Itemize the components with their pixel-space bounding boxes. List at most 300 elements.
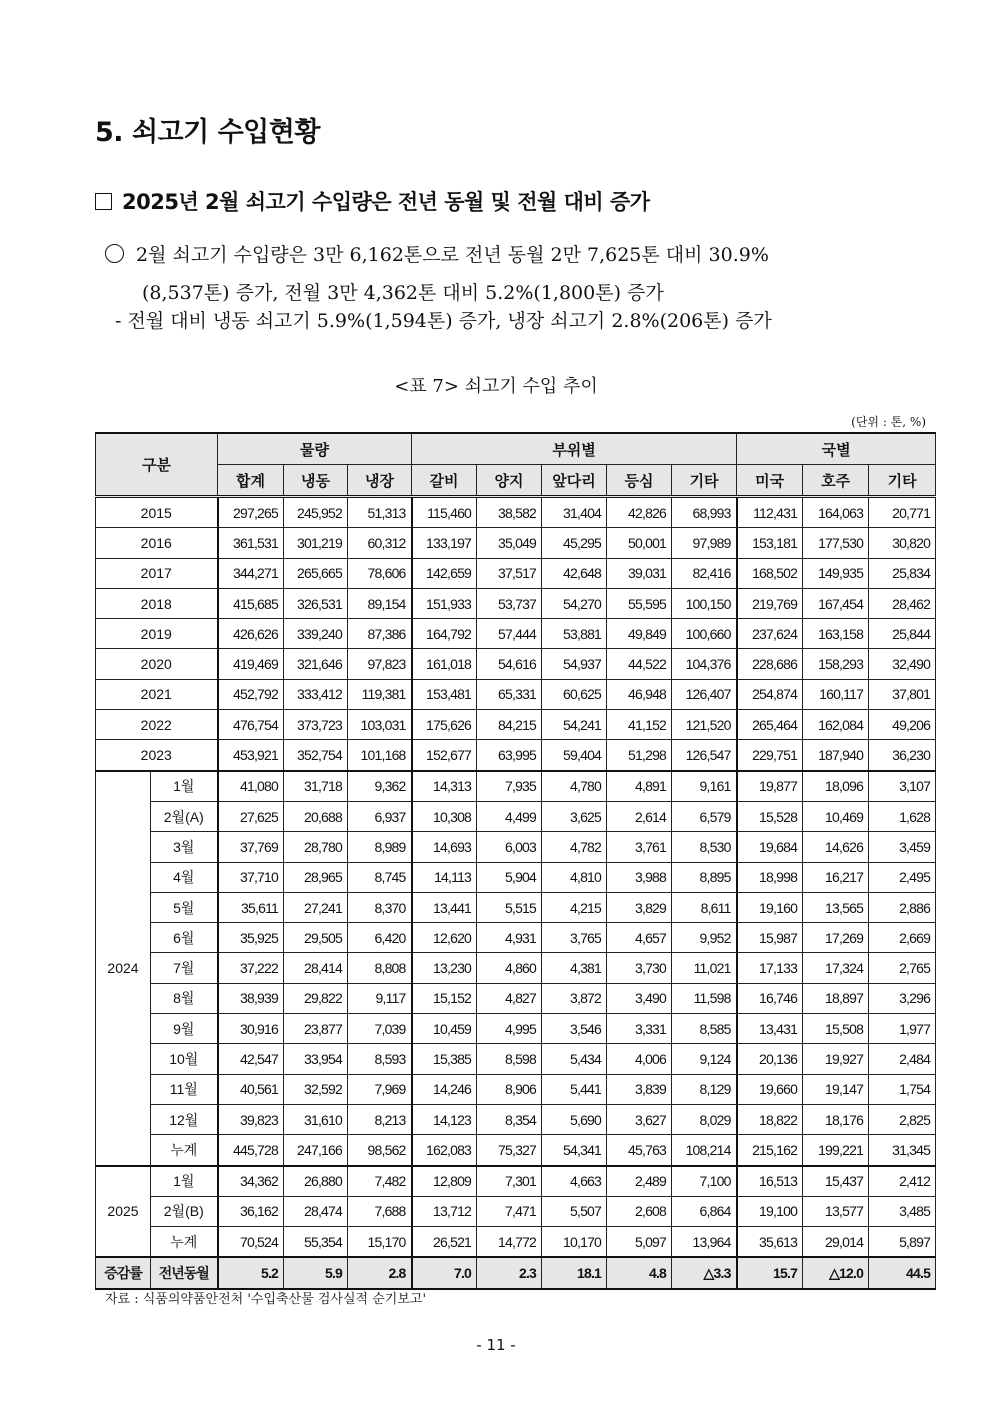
column-header: 갈비: [412, 465, 477, 497]
table-cell: 142,659: [412, 558, 477, 588]
table-cell: 158,293: [803, 649, 869, 679]
row-label: 2022: [96, 710, 218, 740]
table-cell: 32,490: [869, 649, 936, 679]
table-cell: 4,381: [542, 953, 607, 983]
table-cell: 37,517: [477, 558, 542, 588]
rate-cell: 2.3: [477, 1257, 542, 1288]
table-cell: 419,469: [218, 649, 284, 679]
table-cell: 6,003: [477, 832, 542, 862]
column-header: 미국: [737, 465, 803, 497]
table-cell: 98,562: [348, 1135, 412, 1166]
table-cell: 97,823: [348, 649, 412, 679]
table-cell: 5,441: [542, 1074, 607, 1104]
table-cell: 14,626: [803, 832, 869, 862]
row-label: 2017: [96, 558, 218, 588]
table-cell: 2,886: [869, 892, 936, 922]
table-cell: 4,780: [542, 771, 607, 802]
column-header: 냉장: [348, 465, 412, 497]
table-cell: 12,809: [412, 1166, 477, 1197]
table-cell: 36,162: [218, 1196, 284, 1226]
table-cell: 29,014: [803, 1227, 869, 1258]
table-cell: 65,331: [477, 679, 542, 709]
table-cell: 54,270: [542, 588, 607, 618]
table-cell: 53,881: [542, 619, 607, 649]
table-cell: 103,031: [348, 710, 412, 740]
table-cell: 31,610: [284, 1104, 348, 1134]
table-cell: 3,839: [607, 1074, 672, 1104]
table-cell: 10,308: [412, 801, 477, 831]
table-cell: 13,565: [803, 892, 869, 922]
table-cell: 9,362: [348, 771, 412, 802]
summary-line-1: [105, 236, 905, 274]
beef-import-table: [95, 432, 936, 1290]
table-cell: 28,474: [284, 1196, 348, 1226]
table-cell: 28,965: [284, 862, 348, 892]
row-label: 2018: [96, 588, 218, 618]
table-cell: 38,939: [218, 983, 284, 1013]
table-cell: 32,592: [284, 1074, 348, 1104]
table-cell: 3,107: [869, 771, 936, 802]
table-cell: 445,728: [218, 1135, 284, 1166]
rate-cell: 5.2: [218, 1257, 284, 1288]
table-row: [96, 528, 936, 558]
table-cell: 4,657: [607, 923, 672, 953]
table-cell: 14,246: [412, 1074, 477, 1104]
table-cell: 3,765: [542, 923, 607, 953]
month-label: 7월: [151, 953, 218, 983]
table-cell: 8,808: [348, 953, 412, 983]
table-cell: 28,462: [869, 588, 936, 618]
table-cell: 19,927: [803, 1044, 869, 1074]
table-cell: 45,763: [607, 1135, 672, 1166]
column-header: 기타: [672, 465, 737, 497]
table-cell: 108,214: [672, 1135, 737, 1166]
table-cell: 87,386: [348, 619, 412, 649]
column-header: 호주: [803, 465, 869, 497]
table-cell: 3,872: [542, 983, 607, 1013]
table-cell: 3,459: [869, 832, 936, 862]
table-cell: 1,754: [869, 1074, 936, 1104]
table-cell: 35,611: [218, 892, 284, 922]
rate-cell: 2.8: [348, 1257, 412, 1288]
table-cell: 14,693: [412, 832, 477, 862]
table-cell: 301,219: [284, 528, 348, 558]
table-unit: (단위 : 톤, %): [851, 415, 926, 429]
table-cell: 12,620: [412, 923, 477, 953]
row-label: 2019: [96, 619, 218, 649]
table-cell: 19,660: [737, 1074, 803, 1104]
rate-sublabel: 전년동월: [151, 1257, 218, 1288]
table-cell: 4,663: [542, 1166, 607, 1197]
table-cell: 3,627: [607, 1104, 672, 1134]
table-cell: 41,152: [607, 710, 672, 740]
table-cell: 5,507: [542, 1196, 607, 1226]
month-label: 4월: [151, 862, 218, 892]
table-cell: 7,688: [348, 1196, 412, 1226]
table-row: [96, 1074, 936, 1104]
table-cell: 42,826: [607, 497, 672, 528]
month-label: 3월: [151, 832, 218, 862]
table-cell: 26,521: [412, 1227, 477, 1258]
month-label: 누계: [151, 1135, 218, 1166]
rate-cell: 7.0: [412, 1257, 477, 1288]
table-cell: 17,269: [803, 923, 869, 953]
table-cell: 6,937: [348, 801, 412, 831]
table-cell: 452,792: [218, 679, 284, 709]
table-cell: 30,916: [218, 1014, 284, 1044]
column-header: 앞다리: [542, 465, 607, 497]
table-cell: 2,412: [869, 1166, 936, 1197]
table-cell: 476,754: [218, 710, 284, 740]
table-cell: 100,660: [672, 619, 737, 649]
table-cell: 27,241: [284, 892, 348, 922]
table-cell: 8,593: [348, 1044, 412, 1074]
table-cell: 11,021: [672, 953, 737, 983]
table-cell: 97,989: [672, 528, 737, 558]
table-cell: 18,176: [803, 1104, 869, 1134]
table-cell: 16,217: [803, 862, 869, 892]
table-cell: 19,100: [737, 1196, 803, 1226]
table-cell: 8,906: [477, 1074, 542, 1104]
table-row: [96, 619, 936, 649]
table-cell: 19,147: [803, 1074, 869, 1104]
table-cell: 161,018: [412, 649, 477, 679]
table-cell: 7,471: [477, 1196, 542, 1226]
table-cell: 9,952: [672, 923, 737, 953]
table-cell: 229,751: [737, 740, 803, 771]
table-cell: 9,161: [672, 771, 737, 802]
table-cell: 82,416: [672, 558, 737, 588]
table-cell: 361,531: [218, 528, 284, 558]
table-cell: 8,029: [672, 1104, 737, 1134]
table-cell: 4,860: [477, 953, 542, 983]
rate-row: [96, 1257, 936, 1288]
table-cell: 37,801: [869, 679, 936, 709]
table-cell: 40,561: [218, 1074, 284, 1104]
table-cell: 13,431: [737, 1014, 803, 1044]
table-row: [96, 832, 936, 862]
table-cell: 344,271: [218, 558, 284, 588]
table-caption: <표 7> 쇠고기 수입 추이: [394, 376, 598, 397]
table-cell: 321,646: [284, 649, 348, 679]
table-cell: 5,690: [542, 1104, 607, 1134]
table-cell: 219,769: [737, 588, 803, 618]
table-cell: 20,136: [737, 1044, 803, 1074]
table-cell: 4,810: [542, 862, 607, 892]
month-label: 5월: [151, 892, 218, 922]
table-cell: 51,313: [348, 497, 412, 528]
row-label: 2020: [96, 649, 218, 679]
table-cell: 1,628: [869, 801, 936, 831]
table-cell: 8,989: [348, 832, 412, 862]
table-cell: 17,324: [803, 953, 869, 983]
section-title: 5. 쇠고기 수입현황: [95, 117, 320, 148]
table-row: [96, 1044, 936, 1074]
table-cell: 164,792: [412, 619, 477, 649]
table-cell: 34,362: [218, 1166, 284, 1197]
rate-cell: 18.1: [542, 1257, 607, 1288]
table-cell: 51,298: [607, 740, 672, 771]
table-cell: 18,096: [803, 771, 869, 802]
table-cell: 4,827: [477, 983, 542, 1013]
table-cell: 75,327: [477, 1135, 542, 1166]
table-cell: 42,547: [218, 1044, 284, 1074]
table-cell: 14,113: [412, 862, 477, 892]
table-cell: 3,829: [607, 892, 672, 922]
table-cell: 1,977: [869, 1014, 936, 1044]
month-label: 9월: [151, 1014, 218, 1044]
month-label: 11월: [151, 1074, 218, 1104]
table-row: [96, 649, 936, 679]
table-cell: 31,345: [869, 1135, 936, 1166]
table-cell: 426,626: [218, 619, 284, 649]
table-cell: 453,921: [218, 740, 284, 771]
table-cell: 2,765: [869, 953, 936, 983]
table-cell: 8,611: [672, 892, 737, 922]
table-cell: 3,331: [607, 1014, 672, 1044]
table-cell: 3,546: [542, 1014, 607, 1044]
detail-line: - 전월 대비 냉동 쇠고기 5.9%(1,594톤) 증가, 냉장 쇠고기 2.8%(206톤) 증가: [115, 310, 772, 332]
month-label: 누계: [151, 1227, 218, 1258]
table-cell: 215,162: [737, 1135, 803, 1166]
table-cell: 27,625: [218, 801, 284, 831]
table-cell: 6,420: [348, 923, 412, 953]
table-cell: 14,123: [412, 1104, 477, 1134]
table-cell: 42,648: [542, 558, 607, 588]
table-cell: 149,935: [803, 558, 869, 588]
table-cell: 162,083: [412, 1135, 477, 1166]
table-cell: 373,723: [284, 710, 348, 740]
table-cell: 2,669: [869, 923, 936, 953]
table-row: [96, 1227, 936, 1258]
table-row: [96, 710, 936, 740]
rate-cell: 5.9: [284, 1257, 348, 1288]
table-cell: 25,844: [869, 619, 936, 649]
table-cell: 247,166: [284, 1135, 348, 1166]
table-cell: 20,688: [284, 801, 348, 831]
table-cell: 13,577: [803, 1196, 869, 1226]
table-cell: 46,948: [607, 679, 672, 709]
table-cell: 63,995: [477, 740, 542, 771]
table-cell: 39,823: [218, 1104, 284, 1134]
table-cell: 5,904: [477, 862, 542, 892]
column-header: 양지: [477, 465, 542, 497]
table-cell: 14,313: [412, 771, 477, 802]
rate-cell: 15.7: [737, 1257, 803, 1288]
table-cell: 163,158: [803, 619, 869, 649]
table-cell: 153,481: [412, 679, 477, 709]
checkbox-square-icon: [95, 193, 112, 210]
table-row: [96, 1196, 936, 1226]
table-cell: 13,230: [412, 953, 477, 983]
summary-paragraph: [105, 236, 905, 312]
table-cell: 9,117: [348, 983, 412, 1013]
table-cell: 19,684: [737, 832, 803, 862]
table-cell: 41,080: [218, 771, 284, 802]
table-cell: 8,585: [672, 1014, 737, 1044]
table-body: [96, 497, 936, 1289]
table-cell: 3,625: [542, 801, 607, 831]
table-cell: 160,117: [803, 679, 869, 709]
header-volume: 물량: [218, 433, 412, 465]
table-cell: 15,437: [803, 1166, 869, 1197]
table-cell: 2,495: [869, 862, 936, 892]
table-cell: 3,296: [869, 983, 936, 1013]
table-cell: 4,215: [542, 892, 607, 922]
table-cell: 37,769: [218, 832, 284, 862]
table-cell: 8,129: [672, 1074, 737, 1104]
table-cell: 333,412: [284, 679, 348, 709]
table-cell: 50,001: [607, 528, 672, 558]
table-cell: 15,170: [348, 1227, 412, 1258]
page-number: - 11 -: [476, 1336, 516, 1354]
table-cell: 28,780: [284, 832, 348, 862]
table-cell: 20,771: [869, 497, 936, 528]
table-cell: 7,301: [477, 1166, 542, 1197]
table-row: [96, 923, 936, 953]
table-cell: 7,935: [477, 771, 542, 802]
table-cell: 28,414: [284, 953, 348, 983]
month-label: 1월: [151, 771, 218, 802]
table-cell: 44,522: [607, 649, 672, 679]
table-cell: 11,598: [672, 983, 737, 1013]
table-cell: 13,712: [412, 1196, 477, 1226]
table-row: [96, 953, 936, 983]
table-cell: 15,528: [737, 801, 803, 831]
table-cell: 5,897: [869, 1227, 936, 1258]
table-row: [96, 862, 936, 892]
table-cell: 39,031: [607, 558, 672, 588]
table-cell: 3,761: [607, 832, 672, 862]
table-row: [96, 1166, 936, 1197]
table-cell: 9,124: [672, 1044, 737, 1074]
table-cell: 15,508: [803, 1014, 869, 1044]
table-cell: 57,444: [477, 619, 542, 649]
table-cell: 18,822: [737, 1104, 803, 1134]
table-cell: 60,312: [348, 528, 412, 558]
table-cell: 37,710: [218, 862, 284, 892]
header-country: 국별: [737, 433, 936, 465]
table-cell: 53,737: [477, 588, 542, 618]
table-cell: 5,515: [477, 892, 542, 922]
table-cell: 119,381: [348, 679, 412, 709]
table-cell: 15,385: [412, 1044, 477, 1074]
column-header: 합계: [218, 465, 284, 497]
table-cell: 23,877: [284, 1014, 348, 1044]
table-cell: 2,489: [607, 1166, 672, 1197]
table-cell: 152,677: [412, 740, 477, 771]
table-cell: 112,431: [737, 497, 803, 528]
table-cell: 3,485: [869, 1196, 936, 1226]
table-cell: 68,993: [672, 497, 737, 528]
table-cell: 8,598: [477, 1044, 542, 1074]
column-header: 냉동: [284, 465, 348, 497]
rate-cell: △12.0: [803, 1257, 869, 1288]
table-cell: 228,686: [737, 649, 803, 679]
table-cell: 54,341: [542, 1135, 607, 1166]
table-row: [96, 679, 936, 709]
table-cell: 3,730: [607, 953, 672, 983]
table-cell: 4,931: [477, 923, 542, 953]
table-cell: 352,754: [284, 740, 348, 771]
table-cell: 54,616: [477, 649, 542, 679]
rate-cell: △3.3: [672, 1257, 737, 1288]
table-cell: 4,891: [607, 771, 672, 802]
table-row: [96, 558, 936, 588]
table-cell: 175,626: [412, 710, 477, 740]
table-row: [96, 1014, 936, 1044]
month-label: 6월: [151, 923, 218, 953]
table-cell: 49,206: [869, 710, 936, 740]
table-cell: 10,469: [803, 801, 869, 831]
table-cell: 199,221: [803, 1135, 869, 1166]
table-row: [96, 801, 936, 831]
table-cell: 89,154: [348, 588, 412, 618]
table-cell: 126,407: [672, 679, 737, 709]
header-part: 부위별: [412, 433, 737, 465]
table-row: [96, 983, 936, 1013]
table-cell: 45,295: [542, 528, 607, 558]
table-cell: 26,880: [284, 1166, 348, 1197]
table-cell: 30,820: [869, 528, 936, 558]
table-cell: 10,170: [542, 1227, 607, 1258]
table-cell: 14,772: [477, 1227, 542, 1258]
headline-text: 2025년 2월 쇠고기 수입량은 전년 동월 및 전월 대비 증가: [122, 190, 650, 214]
table-cell: 31,404: [542, 497, 607, 528]
table-cell: 13,441: [412, 892, 477, 922]
table-cell: 245,952: [284, 497, 348, 528]
table-cell: 8,530: [672, 832, 737, 862]
table-cell: 16,513: [737, 1166, 803, 1197]
headline: [95, 186, 650, 216]
month-label: 8월: [151, 983, 218, 1013]
table-cell: 8,370: [348, 892, 412, 922]
year-label: 2025: [96, 1166, 151, 1258]
column-header: 등심: [607, 465, 672, 497]
table-cell: 4,782: [542, 832, 607, 862]
table-row: [96, 588, 936, 618]
table-cell: 4,499: [477, 801, 542, 831]
table-cell: 7,482: [348, 1166, 412, 1197]
table-cell: 326,531: [284, 588, 348, 618]
table-cell: 35,613: [737, 1227, 803, 1258]
table-cell: 10,459: [412, 1014, 477, 1044]
table-row: [96, 1135, 936, 1166]
table-cell: 2,484: [869, 1044, 936, 1074]
row-label: 2016: [96, 528, 218, 558]
table-cell: 5,097: [607, 1227, 672, 1258]
table-cell: 55,354: [284, 1227, 348, 1258]
table-row: [96, 892, 936, 922]
table-cell: 54,937: [542, 649, 607, 679]
table-cell: 153,181: [737, 528, 803, 558]
table-cell: 164,063: [803, 497, 869, 528]
table-cell: 49,849: [607, 619, 672, 649]
table-cell: 18,998: [737, 862, 803, 892]
table-cell: 6,864: [672, 1196, 737, 1226]
table-cell: 19,160: [737, 892, 803, 922]
column-header: 기타: [869, 465, 936, 497]
table-cell: 415,685: [218, 588, 284, 618]
row-label: 2023: [96, 740, 218, 771]
table-cell: 115,460: [412, 497, 477, 528]
table-cell: 265,665: [284, 558, 348, 588]
table-cell: 104,376: [672, 649, 737, 679]
table-row: [96, 740, 936, 771]
table-cell: 2,608: [607, 1196, 672, 1226]
table-row: [96, 1104, 936, 1134]
table-cell: 167,454: [803, 588, 869, 618]
